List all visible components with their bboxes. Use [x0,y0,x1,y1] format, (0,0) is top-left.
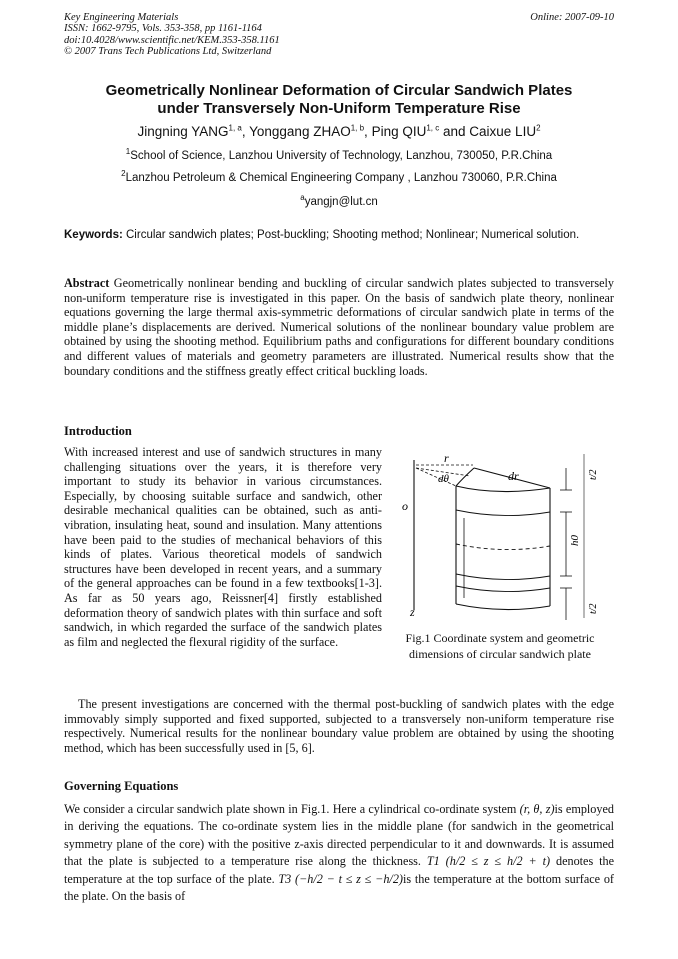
author-sup: 2 [536,123,541,133]
t3-math: T3 (−h/2 − t ≤ z ≤ −h/2) [278,871,403,886]
affiliation-2 [40,169,638,184]
doi-line: doi:10.4028/www.scientific.net/KEM.353-358.1161 [64,34,280,46]
introduction-column-text: With increased interest and use of sandwich structures in many challenging situations over the years, it is therefore very important to study its behavior in various circumstances. Especially, by choosing suitable surface and sandwich, other desirable mechanical qualities can be obtained, such as anti-vibration, insulating heat, sound and insulation. Many attentions have been paid to the studies of mechanical behaviors of this kinds of plates. Various theoretical models of sandwich structures have been developed in recent years, and a summary of the general approaches can be found in a few textbooks[1-3]. As far as 50 years ago, Reissner[4] firstly established deformation theory of sandwich plates with thin surface and soft sandwich, in which regarded the surface of the sandwich plates as film and neglected the flexural rigidity of the surface. [64,445,382,649]
figure-1-caption: Fig.1 Coordinate system and geometric dimensions of circular sandwich plate [405,631,595,661]
affiliation-text: Lanzhou Petroleum & Chemical Engineering Company , Lanzhou 730060, P.R.China [125,172,557,184]
affiliation-1 [40,147,638,162]
affiliation-sup: 2 [121,169,126,179]
email-sup: a [300,193,305,203]
author-name: Yonggang ZHAO [249,124,351,139]
affiliation-sup: 1 [125,147,131,157]
issn-line: ISSN: 1662-9795, Vols. 353-358, pp 1161-1164 [64,23,262,35]
label-r: r [444,451,449,465]
keywords-text: Circular sandwich plates; Post-buckling; Shooting method; Nonlinear; Numerical solution. [126,229,580,241]
abstract-label: Abstract [64,276,110,290]
author-email [40,193,638,208]
journal-name: Key Engineering Materials [64,12,179,23]
affiliation-text: School of Science, Lanzhou University of Technology, Lanzhou, 730050, P.R.China [130,150,553,162]
paper-title [40,82,638,118]
introduction-heading: Introduction [64,424,132,438]
mid-plane-line [456,544,550,550]
figure-1-diagram [398,448,614,624]
layer-line [456,586,550,592]
author-sup: 1, a [228,123,242,133]
layer-line [456,574,550,580]
author-name: Ping QIU [371,124,427,139]
label-t-half-top: t/2 [588,469,599,480]
inner-arc-edge [456,468,474,486]
label-t-half-bottom: t/2 [588,603,599,614]
author-sep: and [439,124,470,139]
author-sup: 1, b [350,123,365,133]
author-name: Jingning YANG [137,124,229,139]
outer-arc-top [456,486,550,492]
abstract [64,276,614,378]
governing-text-3: denotes the temperature at the top surface of the plate. [64,854,615,886]
author-sep: , [241,124,250,139]
governing-text-1: We consider a circular sandwich plate shown in Fig.1. Here a cylindrical co-ordinate system [64,802,517,816]
layer-line [456,510,550,516]
author-list [40,124,638,139]
label-dr: dr [508,469,519,483]
author-name: Caixue LIU [469,124,537,139]
copyright-line: © 2007 Trans Tech Publications Ltd, Switzerland [64,45,272,57]
email-text: yangjn@lut.cn [304,196,378,208]
governing-text-2: is employed in deriving the equations. The co-ordinate system lies in the middle plane (for sandwich in the geometrical symmetry plane of the core) with the positive z-axis directed perpendicular to it and downwards. It is assumed that the plate is subjected to a temperature rise along the thickness. [64,802,614,869]
journal-header [64,12,280,57]
label-dtheta: dθ [438,473,449,485]
title-line-1: Geometrically Nonlinear Deformation of Circular Sandwich Plates [105,82,573,99]
label-z: z [410,605,415,619]
label-origin: o [402,499,408,513]
keywords-label: Keywords: [64,229,123,241]
introduction-paragraph-2: The present investigations are concerned with the thermal post-buckling of sandwich plates with the edge immovably simply supported and fixed supported, subjected to a transversely non-uniform temperature rise respectively. Numerical results for the nonlinear boundary value problem are obtained by using the shooting method, which has been successfully used in [5, 6]. [64,697,614,755]
title-line-2: under Transversely Non-Uniform Temperature Rise [157,100,521,117]
abstract-text: Geometrically nonlinear bending and buckling of circular sandwich plates subjected to transversely non-uniform temperature rise is investigated in this paper. On the basis of sandwich plate theory, nonlinear equations governing the large thermal axis-symmetric deformations of circular sandwich plate in terms of the middle plane’s displacements are derived. Numerical solutions of the nonlinear boundary value problem are obtained by using the shooting method. Equilibrium paths and configurations for different boundary conditions and different values of materials and geometry parameters are illustrated. Numerical results show that the boundary conditions and the stiffness greatly effect critical buckling loads. [64,276,614,378]
coord-system-math: (r, θ, z) [519,802,555,816]
online-date: Online: 2007-09-10 [530,12,614,23]
governing-heading: Governing Equations [64,779,179,793]
bottom-arc [456,604,550,610]
t1-math: T1 (h/2 ≤ z ≤ h/2 + t) [426,854,551,869]
author-sep: , [364,124,372,139]
label-h0: h0 [569,535,581,546]
governing-paragraph [64,801,614,905]
governing-text-4: is the temperature at the bottom surface of the plate. On the basis of [64,871,614,904]
keywords [64,227,614,243]
author-sup: 1, c [426,123,440,133]
